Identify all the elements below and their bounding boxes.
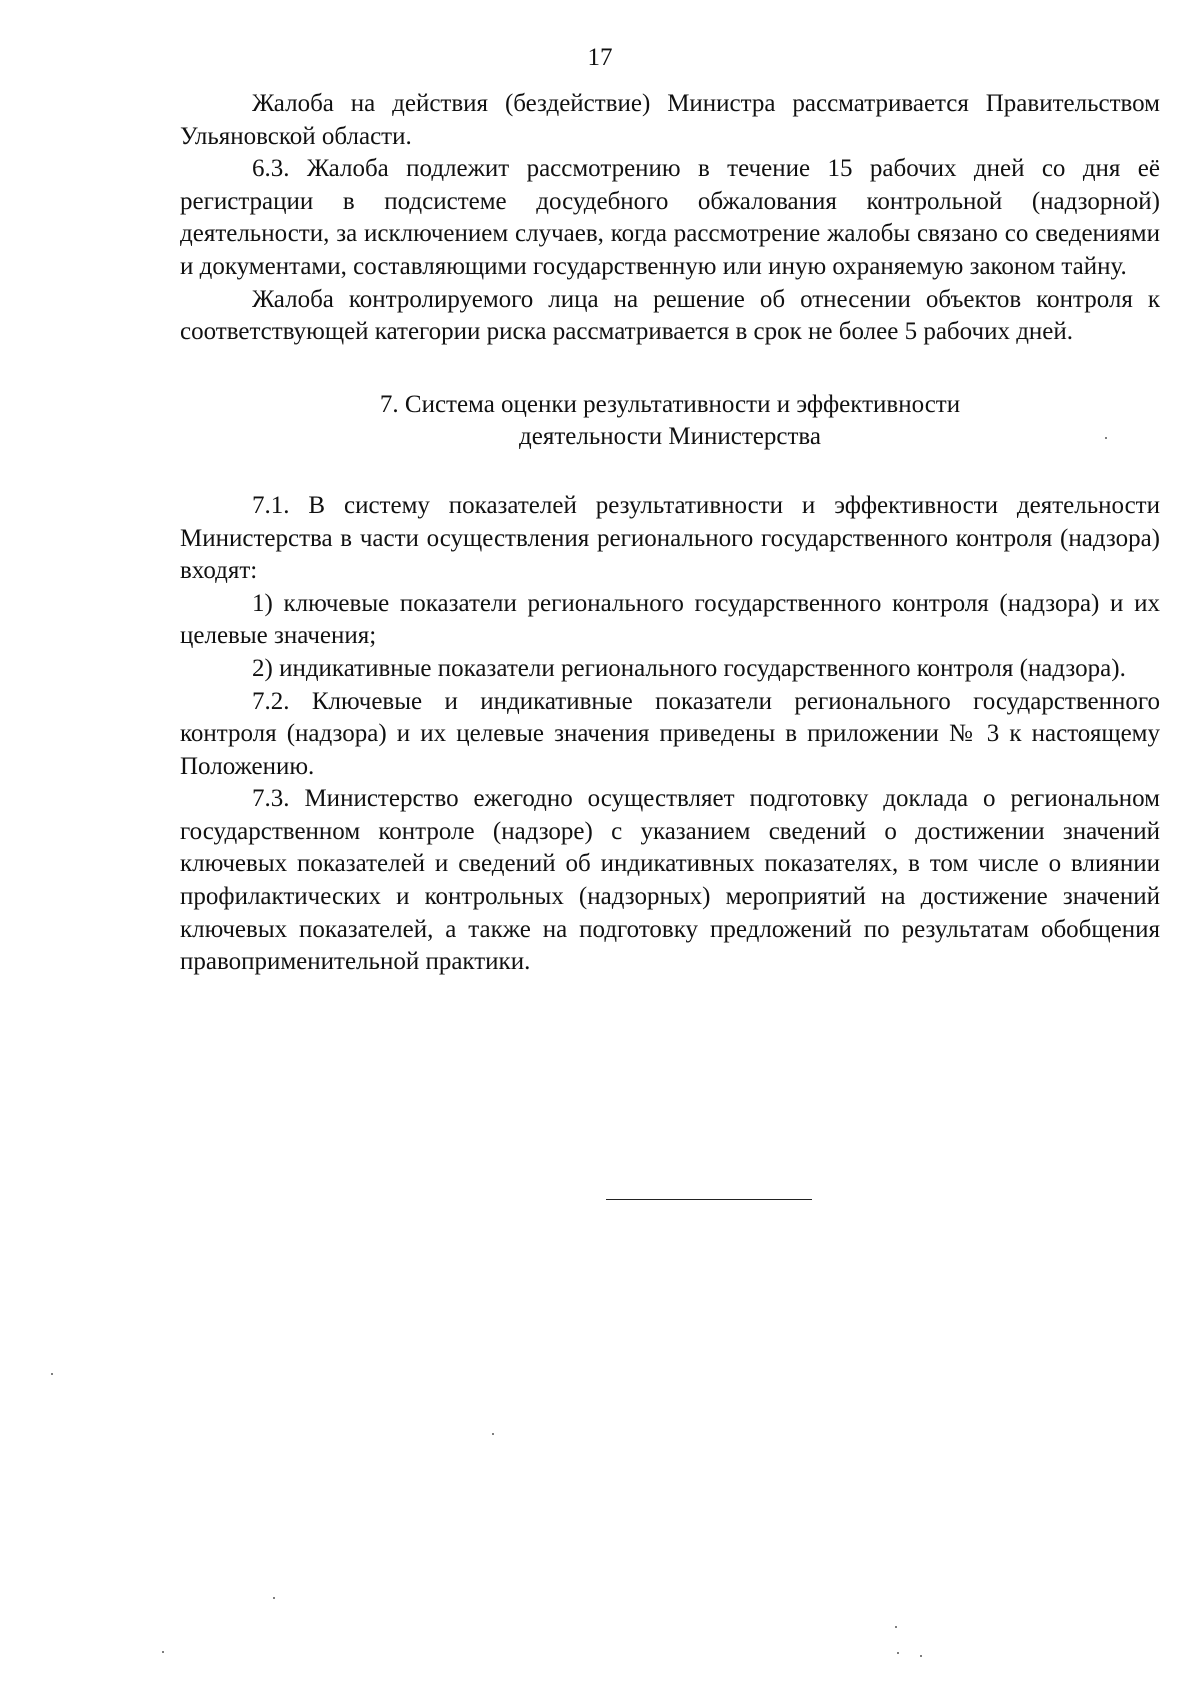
paragraph-complaint-minister: Жалоба на действия (бездействие) Министра рассматривается Правительством Ульяновской области. (180, 90, 1160, 150)
closing-rule (606, 1199, 812, 1200)
scan-speck (897, 1652, 899, 1654)
paragraph-7-1-item-1: 1) ключевые показатели регионального государственного контроля (надзора) и их целевые значения; (180, 589, 1160, 650)
section-7-heading-line-1: 7. Система оценки результативности и эффективности (379, 390, 961, 418)
paragraph-7-1-item-2: 2) индикативные показатели регионального государственного контроля (надзора). (252, 654, 1126, 682)
scan-speck (492, 1433, 494, 1435)
paragraph-complaint-risk-category: Жалоба контролируемого лица на решение об отнесении объектов контроля к соответствующей категории риска рассматривается в срок не более 5 рабочих дней. (180, 285, 1160, 346)
scan-speck (51, 1373, 53, 1375)
paragraph-6-3: 6.3. Жалоба подлежит рассмотрению в течение 15 рабочих дней со дня её регистрации в подсистеме досудебного обжалования контрольной (надзорной) деятельности, за исключением случаев, когда рассмотрение жалобы связано со сведениями и документами, составляющими государственную или иную охраняемую законом тайну. (180, 155, 1160, 280)
paragraph-7-1: 7.1. В систему показателей результативности и эффективности деятельности Министерства в части осуществления регионального государственного контроля (надзора) входят: (180, 491, 1160, 585)
scan-speck (920, 1655, 922, 1657)
page-number: 17 (587, 44, 613, 71)
scan-speck (162, 1651, 164, 1653)
scan-speck (895, 1626, 897, 1628)
scan-speck (273, 1597, 275, 1599)
paragraph-7-3: 7.3. Министерство ежегодно осуществляет подготовку доклада о региональном государственном контроле (надзоре) с указанием сведений о достижении значений ключевых показателей и сведений об индикативных показателях, в том числе о влиянии профилактических и контрольных (надзорных) мероприятий на достижение значений ключевых показателей, а также на подготовку предложений по результатам обобщения правоприменительной практики. (180, 785, 1160, 976)
section-7-heading-line-2: деятельности Министерства (519, 423, 821, 451)
section-7-heading (180, 389, 1160, 454)
document-body (180, 88, 1160, 979)
scan-speck (1105, 437, 1107, 439)
paragraph-7-2: 7.2. Ключевые и индикативные показатели регионального государственного контроля (надзора) и их целевые значения приведены в приложении № 3 к настоящему Положению. (180, 687, 1160, 780)
